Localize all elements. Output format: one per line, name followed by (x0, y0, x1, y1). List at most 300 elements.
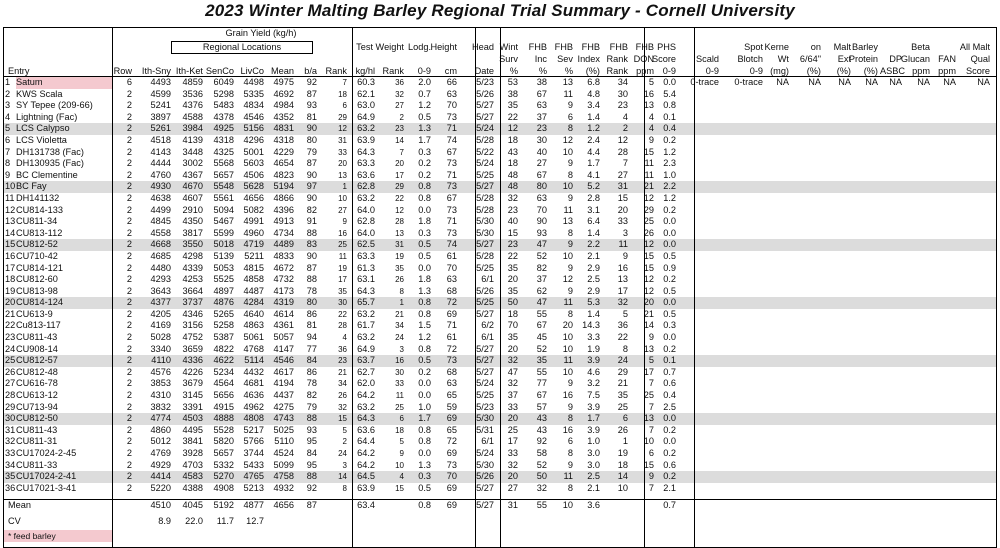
cell-value: 4897 (213, 285, 234, 296)
cell-value: 80 (306, 297, 317, 308)
cell-value: 52 (536, 459, 547, 470)
entry-name: CU613-9 (16, 308, 53, 319)
cell-value: 61 (446, 332, 457, 343)
cell-value: 0.0 (663, 216, 676, 227)
header-col: Mean (271, 66, 294, 76)
cell-value: 4960 (243, 227, 264, 238)
cell-value: 14 (643, 320, 654, 331)
header-col: % (538, 66, 547, 76)
cell-value: 30 (338, 298, 347, 308)
entry-row: 2 (126, 134, 132, 145)
cell-value: 0.5 (418, 482, 431, 493)
entry-row: 2 (126, 355, 132, 366)
entry-name: CU812-50 (16, 413, 58, 424)
cell-value: 26 (617, 424, 628, 435)
cell-value: 4962 (243, 401, 264, 412)
cell-value: 1.2 (663, 192, 676, 203)
cell-value: 3.0 (587, 459, 600, 470)
cell-value: 5/28 (476, 204, 494, 215)
cell-value: 11 (563, 355, 573, 366)
cell-value: 18 (507, 308, 518, 319)
entry-name: CU812-60 (16, 274, 58, 285)
entry-name: LCS Calypso (16, 123, 70, 134)
cell-value: 38 (536, 77, 547, 87)
cell-value: 9 (622, 250, 628, 261)
entry-row: 2 (126, 413, 132, 424)
cell-value: 0.8 (418, 308, 431, 319)
cell-value: 25 (643, 216, 654, 227)
cell-value: 0.8 (418, 297, 431, 308)
cell-value: 5467 (213, 216, 234, 227)
cell-value: 4506 (243, 169, 264, 180)
header-col: Index (577, 54, 600, 64)
cell-value: 4583 (182, 471, 203, 482)
cell-value: 5/25 (476, 297, 494, 308)
cell-value: 12 (617, 134, 628, 145)
cell-value: 64.0 (357, 204, 375, 215)
cell-value: 16 (562, 390, 573, 401)
entry-row: 2 (126, 250, 132, 261)
entry-row: 6 (126, 77, 132, 87)
cell-value: 25 (617, 401, 628, 412)
cell-value: 5/27 (476, 100, 494, 111)
cell-value: 5082 (243, 204, 264, 215)
cell-value: 4984 (273, 100, 294, 111)
cell-value: 12 (338, 124, 347, 134)
cell-value: 22 (617, 332, 628, 343)
cell-value: 25 (338, 240, 347, 250)
cell-value: 81 (306, 111, 317, 122)
entry-name: CU812-52 (16, 239, 58, 250)
cell-value: 86 (306, 366, 317, 377)
cell-value: 4576 (150, 366, 171, 377)
cell-value: 43 (536, 424, 547, 435)
cell-value: 1.2 (418, 100, 431, 111)
header-col: FAN (938, 54, 956, 64)
entry-number: 17 (5, 262, 16, 273)
mean-value: 55 (536, 500, 547, 510)
cell-value: 0.6 (663, 378, 676, 389)
cell-value: 64.0 (357, 227, 375, 238)
entry-number: 23 (5, 332, 16, 343)
cell-value: 0.5 (663, 285, 676, 296)
cell-value: 77 (306, 343, 317, 354)
cell-value: 35 (338, 286, 347, 296)
cell-value: 4908 (213, 482, 234, 493)
cell-value: 95 (306, 459, 317, 470)
cell-value: 55 (536, 366, 547, 377)
cell-value: 63.3 (357, 250, 375, 261)
cell-value: 1 (399, 298, 404, 308)
entry-number: 9 (5, 169, 11, 180)
cell-value: 5/28 (476, 192, 494, 203)
page-title: 2023 Winter Malting Barley Regional Trial Summary - Cornell University (205, 1, 795, 20)
cell-value: 4975 (273, 77, 294, 87)
cell-value: 7 (342, 78, 347, 87)
cell-value: 63.6 (357, 424, 375, 435)
cell-value: 0.8 (663, 100, 676, 111)
cell-value: 65 (446, 424, 457, 435)
entry-row: 2 (126, 471, 132, 482)
cell-value: 11 (563, 297, 573, 308)
cell-value: 10 (617, 482, 628, 493)
cv-value: 11.7 (216, 515, 234, 526)
header-col: 0-9 (662, 66, 676, 76)
cell-value: 4325 (213, 146, 234, 157)
cell-value: 3853 (150, 378, 171, 389)
cell-value: 4293 (150, 274, 171, 285)
cell-value: 0-trace (690, 77, 719, 87)
mean-label: Mean (8, 500, 31, 510)
cell-value: 5156 (243, 123, 264, 134)
cell-value: 4318 (273, 134, 294, 145)
cell-value: 4925 (213, 123, 234, 134)
cell-value: 66 (446, 77, 457, 87)
header-col: Kerne (764, 42, 789, 52)
cell-value: 43 (507, 146, 518, 157)
cell-value: 64.2 (357, 459, 375, 470)
entry-name: CU713-94 (16, 401, 58, 412)
cell-value: 68 (446, 285, 457, 296)
cell-value: NA (917, 77, 930, 87)
cell-value: 88 (306, 227, 317, 238)
cell-value: 0.0 (418, 262, 431, 273)
cell-value: 4734 (273, 227, 294, 238)
cell-value: 63.9 (357, 134, 375, 145)
cell-value: 21 (643, 181, 654, 192)
cell-value: 4743 (273, 413, 294, 424)
entry-name: DH131738 (Fac) (16, 146, 84, 157)
cell-value: 4 (648, 111, 654, 122)
entry-number: 22 (5, 320, 16, 331)
cv-value: 22.0 (185, 515, 203, 526)
entry-name: CU908-14 (16, 343, 58, 354)
mean-value: 3.6 (587, 500, 600, 510)
cell-value: 27 (338, 205, 347, 215)
cell-value: 7 (399, 147, 404, 157)
header-col: Score (965, 66, 990, 76)
cell-value: 79 (306, 146, 317, 157)
cell-value: 25 (507, 424, 518, 435)
entry-name: CU811-43 (16, 332, 58, 343)
cell-value: 5/28 (476, 250, 494, 261)
cell-value: 71 (446, 169, 457, 180)
cell-value: 12 (507, 123, 518, 134)
cell-value: 31 (338, 135, 347, 145)
cell-value: 4 (399, 472, 404, 482)
cell-value: 8 (399, 286, 404, 296)
cell-value: 74 (446, 239, 457, 250)
cell-value: 5/25 (476, 262, 494, 273)
cell-value: 4498 (243, 77, 264, 87)
cell-value: 2.5 (663, 401, 676, 412)
cell-value: 5220 (150, 482, 171, 493)
cell-value: 62.5 (357, 239, 375, 250)
cell-value: 37 (536, 274, 547, 285)
cell-value: 61.7 (357, 320, 375, 331)
cell-value: 5 (622, 308, 628, 319)
cell-value: 87 (306, 262, 317, 273)
cell-value: 3679 (182, 378, 203, 389)
cell-value: 0.0 (663, 413, 676, 424)
cell-value: 67 (536, 88, 547, 99)
entry-row: 2 (126, 343, 132, 354)
cell-value: 13 (643, 100, 654, 111)
cell-value: NA (838, 77, 851, 87)
cell-value: 4376 (182, 100, 203, 111)
header-col: Sev (557, 54, 573, 64)
entry-number: 1 (5, 77, 11, 87)
cell-value: 2.5 (587, 274, 600, 285)
cell-value: 4564 (213, 378, 234, 389)
entry-row: 2 (126, 436, 132, 447)
entry-name: CU613-12 (16, 390, 58, 401)
cell-value: 14 (395, 135, 404, 145)
mean-value: 5192 (213, 500, 234, 510)
cell-value: 3928 (182, 448, 203, 458)
cell-value: 64.3 (357, 285, 375, 296)
cell-value: 5025 (273, 424, 294, 435)
cell-value: 80 (306, 134, 317, 145)
entry-number: 11 (5, 192, 15, 203)
entry-name: CU811-43 (16, 424, 58, 435)
mean-value: 4045 (182, 500, 203, 510)
cell-value: 71 (446, 123, 457, 134)
cell-value: 4866 (273, 192, 294, 203)
cell-value: 2.9 (587, 262, 600, 273)
entry-number: 24 (5, 343, 16, 354)
cell-value: 16 (395, 356, 404, 366)
cell-value: 4815 (243, 262, 264, 273)
cell-value: 36 (617, 320, 628, 331)
header-col: Height (430, 42, 457, 52)
header-col: (%) (863, 66, 878, 76)
header-col: % (509, 66, 518, 76)
cell-value: 27 (617, 169, 628, 180)
cell-value: 69 (446, 448, 457, 458)
cell-value: 5/30 (476, 227, 494, 238)
cell-value: 4437 (273, 390, 294, 401)
cell-value: 35 (507, 285, 518, 296)
cell-value: 5/27 (476, 239, 494, 250)
cell-value: 1.0 (587, 436, 600, 447)
cell-value: 73 (446, 111, 457, 122)
cv-value: 8.9 (158, 515, 171, 526)
cell-value: 4719 (243, 239, 264, 250)
cell-value: 63.2 (357, 401, 375, 412)
cell-value: 14 (617, 471, 628, 482)
cell-value: 0.0 (663, 332, 676, 343)
cell-value: 6 (342, 101, 347, 111)
cell-value: 29 (338, 112, 347, 122)
cell-value: 8 (622, 343, 628, 354)
cell-value: 70 (446, 262, 457, 273)
cell-value: 0.1 (663, 355, 676, 366)
entry-number: 2 (5, 88, 11, 99)
cell-value: 95 (306, 436, 317, 447)
cell-value: 5657 (213, 448, 234, 458)
cell-value: 4930 (150, 181, 171, 192)
cell-value: 20 (507, 274, 518, 285)
cell-value: 1.7 (418, 413, 431, 424)
cell-value: 22 (507, 250, 518, 261)
header-col: Test Weight (356, 42, 404, 52)
cell-value: 5/25 (476, 390, 494, 401)
entry-number: 29 (5, 401, 16, 412)
header-col: 0-9 (749, 66, 763, 76)
cell-value: 5217 (243, 424, 264, 435)
cell-value: 35 (507, 100, 518, 111)
cell-value: 4991 (243, 216, 264, 227)
cell-value: 0.8 (418, 424, 431, 435)
entry-number: 27 (5, 378, 16, 389)
cell-value: 5 (342, 425, 347, 435)
cell-value: 15 (395, 483, 404, 493)
entry-name: LCS Violetta (16, 134, 67, 145)
header-col: Malt (833, 42, 851, 52)
header-col: ppm (636, 66, 654, 76)
cell-value: 5012 (150, 436, 171, 447)
entry-name: CU814-133 (16, 204, 63, 215)
cell-value: 5/23 (476, 77, 494, 87)
header-col: ppm (938, 66, 956, 76)
cell-value: 10 (562, 332, 573, 343)
cell-value: 62 (536, 285, 547, 296)
cell-value: 8 (567, 169, 573, 180)
cell-value: 4284 (243, 297, 264, 308)
entry-row: 2 (126, 424, 132, 435)
cell-value: 64.2 (357, 390, 375, 401)
cell-value: 18 (338, 89, 347, 99)
entry-number: 31 (5, 424, 16, 435)
entry-name: CU811-31 (16, 436, 58, 447)
entry-number: 19 (5, 285, 16, 296)
cell-value: 4732 (273, 274, 294, 285)
cell-value: 11 (563, 471, 573, 482)
entry-number: 35 (5, 471, 16, 482)
cell-value: 4.8 (587, 88, 600, 99)
cell-value: 3984 (182, 123, 203, 134)
cell-value: 5057 (273, 332, 294, 343)
cell-value: 5 (648, 77, 654, 87)
cell-value: 67 (446, 192, 457, 203)
cell-value: 5/27 (476, 355, 494, 366)
cell-value: 4833 (273, 250, 294, 261)
entry-name: Cu813-117 (16, 320, 61, 331)
header-col: cm (444, 66, 457, 76)
header-col: LivCo (240, 66, 264, 76)
cell-value: NA (808, 77, 821, 87)
cell-value: 78 (306, 378, 317, 389)
header-col: b/a (304, 66, 317, 76)
cell-value: 4489 (273, 239, 294, 250)
cell-value: 8 (567, 227, 573, 238)
cell-value: 2 (622, 123, 628, 134)
cell-value: 1 (622, 436, 628, 447)
cell-value: 88 (306, 274, 317, 285)
entry-name: BC Clementine (16, 169, 78, 180)
cell-value: 1.2 (418, 332, 431, 343)
cell-value: 8 (567, 448, 573, 458)
cell-value: 63.2 (357, 308, 375, 319)
cell-value: 64.3 (357, 146, 375, 157)
cell-value: 9 (567, 262, 573, 273)
cell-value: 5298 (213, 88, 234, 99)
cell-value: 4860 (150, 424, 171, 435)
header-col: All Malt (959, 42, 990, 52)
cell-value: 5/24 (476, 378, 494, 389)
cell-value: 70 (446, 471, 457, 482)
entry-number: 5 (5, 123, 11, 134)
cell-value: 73 (446, 227, 457, 238)
cell-value: 0.2 (418, 158, 431, 169)
cell-value: 0.8 (418, 343, 431, 354)
cell-value: 0.1 (663, 111, 676, 122)
cell-value: 79 (306, 401, 317, 412)
cell-value: 3643 (150, 285, 171, 296)
cell-value: 60.3 (357, 77, 375, 87)
cell-value: 4929 (150, 459, 171, 470)
cell-value: 63 (536, 192, 547, 203)
cell-value: 0.5 (418, 239, 431, 250)
entry-name: CU17024-2-41 (16, 471, 77, 482)
header-col: FHB (635, 42, 654, 52)
cell-value: 8 (567, 308, 573, 319)
cell-value: 37 (536, 111, 547, 122)
cell-value: 0.3 (418, 146, 431, 157)
cell-value: 0.2 (663, 424, 676, 435)
cell-value: 1.3 (418, 459, 431, 470)
cell-value: 13 (338, 170, 347, 180)
cell-value: 5.2 (587, 181, 600, 192)
cell-value: 0.2 (663, 274, 676, 285)
cell-value: 3550 (182, 239, 203, 250)
cell-value: 4685 (150, 250, 171, 261)
cell-value: 5 (648, 355, 654, 366)
cell-value: 3897 (150, 111, 171, 122)
entry-number: 14 (5, 227, 16, 238)
cell-value: 4758 (273, 471, 294, 482)
cell-value: 4296 (243, 134, 264, 145)
cell-value: 5 (399, 437, 404, 447)
cell-value: 8 (342, 483, 347, 493)
cell-value: 13 (617, 274, 628, 285)
cell-value: 4636 (243, 390, 264, 401)
cell-value: 5270 (213, 471, 234, 482)
entry-name: CU812-48 (16, 366, 58, 377)
cell-value: 1.2 (663, 146, 676, 157)
cell-value: 67 (536, 169, 547, 180)
header-col: Spot (744, 42, 763, 52)
cell-value: 15 (617, 192, 628, 203)
cell-value: 25 (643, 390, 654, 401)
cell-value: 4480 (150, 262, 171, 273)
cell-value: 77 (536, 378, 547, 389)
cell-value: 22 (338, 309, 347, 319)
cell-value: 9 (342, 217, 347, 227)
cell-value: 13 (643, 343, 654, 354)
cell-value: 64.9 (357, 343, 375, 354)
cell-value: 15 (643, 146, 654, 157)
cell-value: 72 (446, 297, 457, 308)
cell-value: 5528 (213, 424, 234, 435)
cell-value: 4913 (273, 216, 294, 227)
cell-value: 70 (446, 100, 457, 111)
mean-value: 4656 (273, 500, 294, 510)
entry-name: DH141132 (16, 192, 60, 203)
header-col: 0-9 (417, 66, 431, 76)
cell-value: 32 (395, 89, 404, 99)
